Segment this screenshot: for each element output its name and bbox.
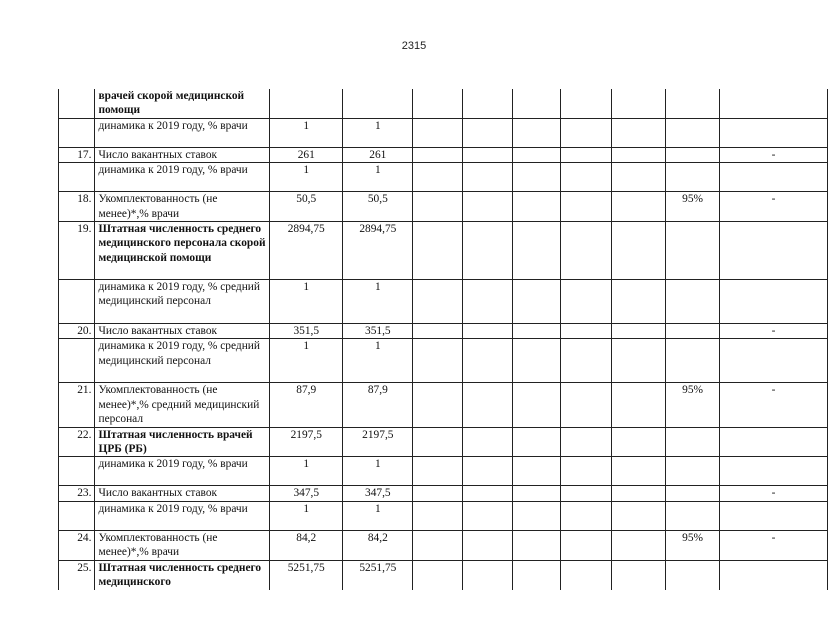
- table-row: [59, 339, 828, 383]
- value-2019-cell: 261: [270, 147, 343, 162]
- value-2020-cell: 1: [343, 501, 413, 530]
- value-2019-cell: 2894,75: [270, 222, 343, 280]
- empty-cell: [561, 324, 612, 339]
- table-row: [59, 427, 828, 457]
- empty-cell: [561, 486, 612, 501]
- empty-cell: [462, 118, 512, 147]
- target-value-cell: [666, 147, 720, 162]
- empty-cell: [462, 501, 512, 530]
- row-number-cell: [59, 457, 95, 486]
- indicator-label-cell: Укомплектованность (не менее)*,% врачи: [95, 530, 270, 560]
- indicator-label-cell: врачей скорой медицинской помощи: [95, 89, 270, 118]
- empty-cell: [462, 383, 512, 427]
- empty-cell: [413, 383, 463, 427]
- empty-cell: [413, 163, 463, 192]
- indicator-label-cell: Число вакантных ставок: [95, 324, 270, 339]
- value-2020-cell: 1: [343, 457, 413, 486]
- value-2020-cell: 1: [343, 118, 413, 147]
- empty-cell: [512, 530, 561, 560]
- indicator-label-cell: Штатная численность среднего медицинского: [95, 560, 270, 590]
- empty-cell: [611, 147, 665, 162]
- value-2020-cell: 50,5: [343, 192, 413, 222]
- empty-cell: [413, 147, 463, 162]
- empty-cell: [512, 89, 561, 118]
- empty-cell: [611, 383, 665, 427]
- indicator-label-cell: динамика к 2019 году, % средний медицинский персонал: [95, 339, 270, 383]
- row-number-cell: 21.: [59, 383, 95, 427]
- target-value-cell: [666, 427, 720, 457]
- empty-cell: [611, 118, 665, 147]
- empty-cell: [413, 530, 463, 560]
- empty-cell: [462, 280, 512, 324]
- table-row: [59, 89, 828, 118]
- marker-cell: [720, 163, 828, 192]
- empty-cell: [413, 222, 463, 280]
- value-2020-cell: 1: [343, 339, 413, 383]
- marker-cell: [720, 427, 828, 457]
- empty-cell: [611, 163, 665, 192]
- empty-cell: [462, 486, 512, 501]
- empty-cell: [462, 147, 512, 162]
- empty-cell: [561, 192, 612, 222]
- empty-cell: [611, 89, 665, 118]
- value-2020-cell: 351,5: [343, 324, 413, 339]
- value-2020-cell: 2197,5: [343, 427, 413, 457]
- target-value-cell: 95%: [666, 383, 720, 427]
- empty-cell: [462, 89, 512, 118]
- table-row: [59, 163, 828, 192]
- page-number: 2315: [401, 40, 427, 52]
- empty-cell: [512, 324, 561, 339]
- value-2020-cell: 84,2: [343, 530, 413, 560]
- empty-cell: [611, 486, 665, 501]
- row-number-cell: 20.: [59, 324, 95, 339]
- target-value-cell: [666, 163, 720, 192]
- empty-cell: [611, 560, 665, 590]
- table-row: [59, 118, 828, 147]
- empty-cell: [512, 192, 561, 222]
- empty-cell: [512, 280, 561, 324]
- empty-cell: [413, 501, 463, 530]
- empty-cell: [561, 222, 612, 280]
- empty-cell: [512, 560, 561, 590]
- empty-cell: [561, 280, 612, 324]
- value-2019-cell: 347,5: [270, 486, 343, 501]
- empty-cell: [462, 560, 512, 590]
- row-number-cell: [59, 339, 95, 383]
- empty-cell: [413, 339, 463, 383]
- empty-cell: [413, 560, 463, 590]
- table-row: [59, 383, 828, 427]
- empty-cell: [512, 501, 561, 530]
- target-value-cell: [666, 280, 720, 324]
- indicator-label-cell: Штатная численность врачей ЦРБ (РБ): [95, 427, 270, 457]
- target-value-cell: [666, 560, 720, 590]
- indicator-label-cell: динамика к 2019 году, % врачи: [95, 457, 270, 486]
- value-2020-cell: 1: [343, 163, 413, 192]
- table-row: [59, 530, 828, 560]
- target-value-cell: [666, 324, 720, 339]
- empty-cell: [512, 222, 561, 280]
- marker-cell: [720, 457, 828, 486]
- value-2020-cell: 87,9: [343, 383, 413, 427]
- empty-cell: [611, 280, 665, 324]
- empty-cell: [462, 530, 512, 560]
- target-value-cell: [666, 486, 720, 501]
- indicator-label-cell: динамика к 2019 году, % средний медицинский персонал: [95, 280, 270, 324]
- row-number-cell: [59, 163, 95, 192]
- table-row: [59, 501, 828, 530]
- empty-cell: [512, 383, 561, 427]
- indicator-label-cell: Укомплектованность (не менее)*,% врачи: [95, 192, 270, 222]
- empty-cell: [611, 192, 665, 222]
- indicator-label-cell: динамика к 2019 году, % врачи: [95, 501, 270, 530]
- empty-cell: [611, 324, 665, 339]
- empty-cell: [561, 427, 612, 457]
- value-2019-cell: 1: [270, 339, 343, 383]
- row-number-cell: 22.: [59, 427, 95, 457]
- empty-cell: [561, 530, 612, 560]
- marker-cell: -: [720, 147, 828, 162]
- value-2019-cell: [270, 89, 343, 118]
- empty-cell: [611, 457, 665, 486]
- empty-cell: [413, 324, 463, 339]
- empty-cell: [413, 118, 463, 147]
- row-number-cell: 17.: [59, 147, 95, 162]
- empty-cell: [413, 280, 463, 324]
- marker-cell: -: [720, 383, 828, 427]
- empty-cell: [413, 486, 463, 501]
- empty-cell: [561, 501, 612, 530]
- table-row: [59, 324, 828, 339]
- marker-cell: [720, 501, 828, 530]
- empty-cell: [462, 339, 512, 383]
- empty-cell: [561, 560, 612, 590]
- marker-cell: [720, 280, 828, 324]
- target-value-cell: [666, 457, 720, 486]
- empty-cell: [561, 383, 612, 427]
- empty-cell: [413, 89, 463, 118]
- empty-cell: [512, 427, 561, 457]
- row-number-cell: 19.: [59, 222, 95, 280]
- target-value-cell: 95%: [666, 192, 720, 222]
- value-2019-cell: 1: [270, 501, 343, 530]
- value-2020-cell: 261: [343, 147, 413, 162]
- value-2019-cell: 1: [270, 457, 343, 486]
- marker-cell: -: [720, 324, 828, 339]
- indicator-label-cell: динамика к 2019 году, % врачи: [95, 163, 270, 192]
- indicator-label-cell: динамика к 2019 году, % врачи: [95, 118, 270, 147]
- target-value-cell: 95%: [666, 530, 720, 560]
- target-value-cell: [666, 118, 720, 147]
- value-2020-cell: 347,5: [343, 486, 413, 501]
- marker-cell: -: [720, 486, 828, 501]
- empty-cell: [611, 222, 665, 280]
- empty-cell: [561, 89, 612, 118]
- empty-cell: [462, 427, 512, 457]
- indicators-table: [58, 89, 828, 590]
- table-row: [59, 560, 828, 590]
- empty-cell: [413, 457, 463, 486]
- target-value-cell: [666, 339, 720, 383]
- empty-cell: [611, 530, 665, 560]
- empty-cell: [512, 339, 561, 383]
- target-value-cell: [666, 89, 720, 118]
- empty-cell: [462, 192, 512, 222]
- row-number-cell: [59, 501, 95, 530]
- empty-cell: [512, 486, 561, 501]
- empty-cell: [512, 118, 561, 147]
- row-number-cell: 25.: [59, 560, 95, 590]
- empty-cell: [611, 339, 665, 383]
- value-2020-cell: 1: [343, 280, 413, 324]
- empty-cell: [561, 118, 612, 147]
- marker-cell: [720, 222, 828, 280]
- marker-cell: [720, 118, 828, 147]
- table-row: [59, 222, 828, 280]
- marker-cell: [720, 89, 828, 118]
- row-number-cell: 18.: [59, 192, 95, 222]
- value-2020-cell: 2894,75: [343, 222, 413, 280]
- value-2019-cell: 2197,5: [270, 427, 343, 457]
- row-number-cell: [59, 89, 95, 118]
- value-2019-cell: 1: [270, 118, 343, 147]
- indicator-label-cell: Укомплектованность (не менее)*,% средний медицинский персонал: [95, 383, 270, 427]
- empty-cell: [512, 163, 561, 192]
- value-2019-cell: 351,5: [270, 324, 343, 339]
- empty-cell: [512, 457, 561, 486]
- value-2019-cell: 50,5: [270, 192, 343, 222]
- empty-cell: [413, 427, 463, 457]
- empty-cell: [611, 501, 665, 530]
- indicator-label-cell: Число вакантных ставок: [95, 147, 270, 162]
- row-number-cell: 24.: [59, 530, 95, 560]
- empty-cell: [561, 147, 612, 162]
- empty-cell: [611, 427, 665, 457]
- value-2019-cell: 1: [270, 280, 343, 324]
- table-row: [59, 147, 828, 162]
- target-value-cell: [666, 222, 720, 280]
- empty-cell: [462, 163, 512, 192]
- marker-cell: [720, 560, 828, 590]
- table-row: [59, 192, 828, 222]
- empty-cell: [462, 324, 512, 339]
- value-2019-cell: 84,2: [270, 530, 343, 560]
- indicator-label-cell: Штатная численность среднего медицинского персонала скорой медицинской помощи: [95, 222, 270, 280]
- row-number-cell: [59, 118, 95, 147]
- empty-cell: [413, 192, 463, 222]
- marker-cell: [720, 339, 828, 383]
- empty-cell: [512, 147, 561, 162]
- indicator-label-cell: Число вакантных ставок: [95, 486, 270, 501]
- value-2019-cell: 1: [270, 163, 343, 192]
- empty-cell: [561, 163, 612, 192]
- marker-cell: -: [720, 192, 828, 222]
- empty-cell: [462, 457, 512, 486]
- target-value-cell: [666, 501, 720, 530]
- table-row: [59, 457, 828, 486]
- empty-cell: [462, 222, 512, 280]
- value-2019-cell: 5251,75: [270, 560, 343, 590]
- value-2020-cell: [343, 89, 413, 118]
- value-2019-cell: 87,9: [270, 383, 343, 427]
- row-number-cell: [59, 280, 95, 324]
- empty-cell: [561, 339, 612, 383]
- empty-cell: [561, 457, 612, 486]
- value-2020-cell: 5251,75: [343, 560, 413, 590]
- row-number-cell: 23.: [59, 486, 95, 501]
- marker-cell: -: [720, 530, 828, 560]
- table-row: [59, 486, 828, 501]
- table-row: [59, 280, 828, 324]
